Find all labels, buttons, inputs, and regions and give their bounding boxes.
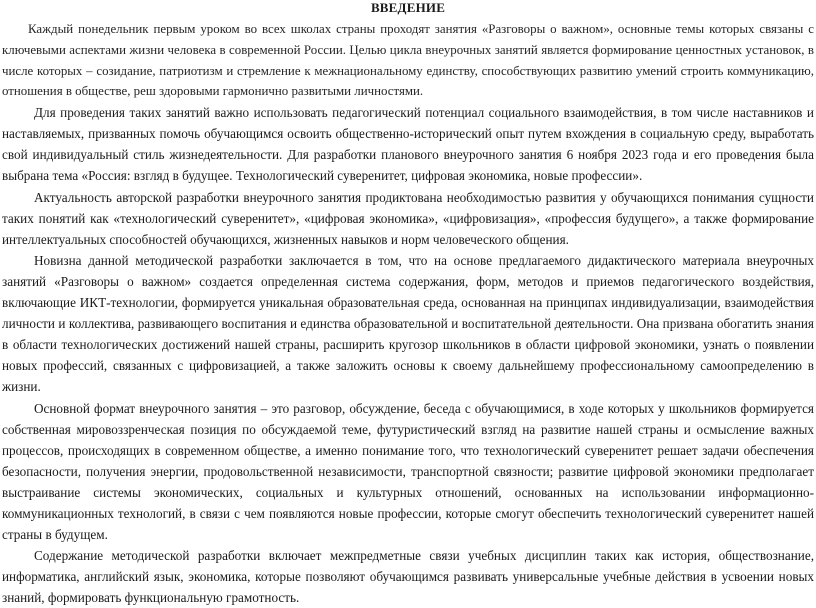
paragraph-content: Содержание методической разработки включает межпредметные связи учебных дисциплин таких как история, обществознание, информатика, английский язык, экономика, которые позволяют обучающимся развивать универсальные учебные действия в усвоении новых знаний, формировать функциональную грамотность. xyxy=(2,548,814,606)
paragraph-format: Основной формат внеурочного занятия – это разговор, обсуждение, беседа с обучающимися, в ходе которых у школьников формируется собственная мировоззренческая позиция по обсуждаемой теме, футуристический взгляд на развитие нашей страны и осмысление важных процессов, происходящих в современном обществе, а именно понимание того, что технологический суверенитет решает задачи обеспечения безопасности, получения энергии, продовольственной независимости, транспортной связности; развитие цифровой экономики предполагает выстраивание системы экономических, социальных и культурных отношений, основанных на использовании информационно-коммуникационных технологий, в связи с чем появляются новые профессии, которые смогут обеспечить технологический суверенитет нашей страны в будущем. xyxy=(2,400,814,543)
paragraph-novelty: Новизна данной методической разработки заключается в том, что на основе предлагаемого дидактического материала внеурочных занятий «Разговоры о важном» создается определенная система содержания, форм, методов и приемов педагогического воздействия, включающие ИКТ-технологии, формируется уникальная образовательная среда, основанная на принципах индивидуализации, взаимодействия личности и коллектива, развивающего воспитания и единства образовательной и воспитательной деятельности. Она призвана обогатить знания в области технологических достижений нашей страны, расширить кругозор школьников в области цифровой экономики, узнать о появлении новых профессий, связанных с цифровизацией, а также заложить основы к своему дальнейшему профессиональному самоопределению в жизни. xyxy=(2,252,814,395)
paragraph-relevance: Актуальность авторской разработки внеурочного занятия продиктована необходимостью развития у обучающихся понимания сущности таких понятий как «технологический суверенитет», «цифровая экономика», «цифровизация», «профессия будущего», а также формирование интеллектуальных способностей обучающихся, жизненных навыков и норм человеческого общения. xyxy=(2,189,814,247)
paragraph-intro: Каждый понедельник первым уроком во всех школах страны проходят занятия «Разговоры о важном», основные темы которых связаны с ключевыми аспектами жизни человека в современной России. Целью цикла внеурочных занятий является формирование ценностных установок, в числе которых – созидание, патриотизм и стремление к межнациональному единству, способствующих развитию умений строить коммуникацию, отношения в обществе, реш здоровыми гармонично развитыми личностями. xyxy=(2,22,814,99)
section-heading: ВВЕДЕНИЕ xyxy=(370,0,446,15)
paragraph-interaction-potential: Для проведения таких занятий важно использовать педагогический потенциал социального взаимодействия, в том числе наставников и наставляемых, призванных помочь обучающимся освоить общественно-исторический опыт путем вхождения в социальную среду, выработать свой индивидуальный стиль жизнедеятельности. Для разработки планового внеурочного занятия 6 ноября 2023 года и его проведения была выбрана тема «Россия: взгляд в будущее. Технологический суверенитет, цифровая экономика, новые профессии». xyxy=(2,105,814,184)
